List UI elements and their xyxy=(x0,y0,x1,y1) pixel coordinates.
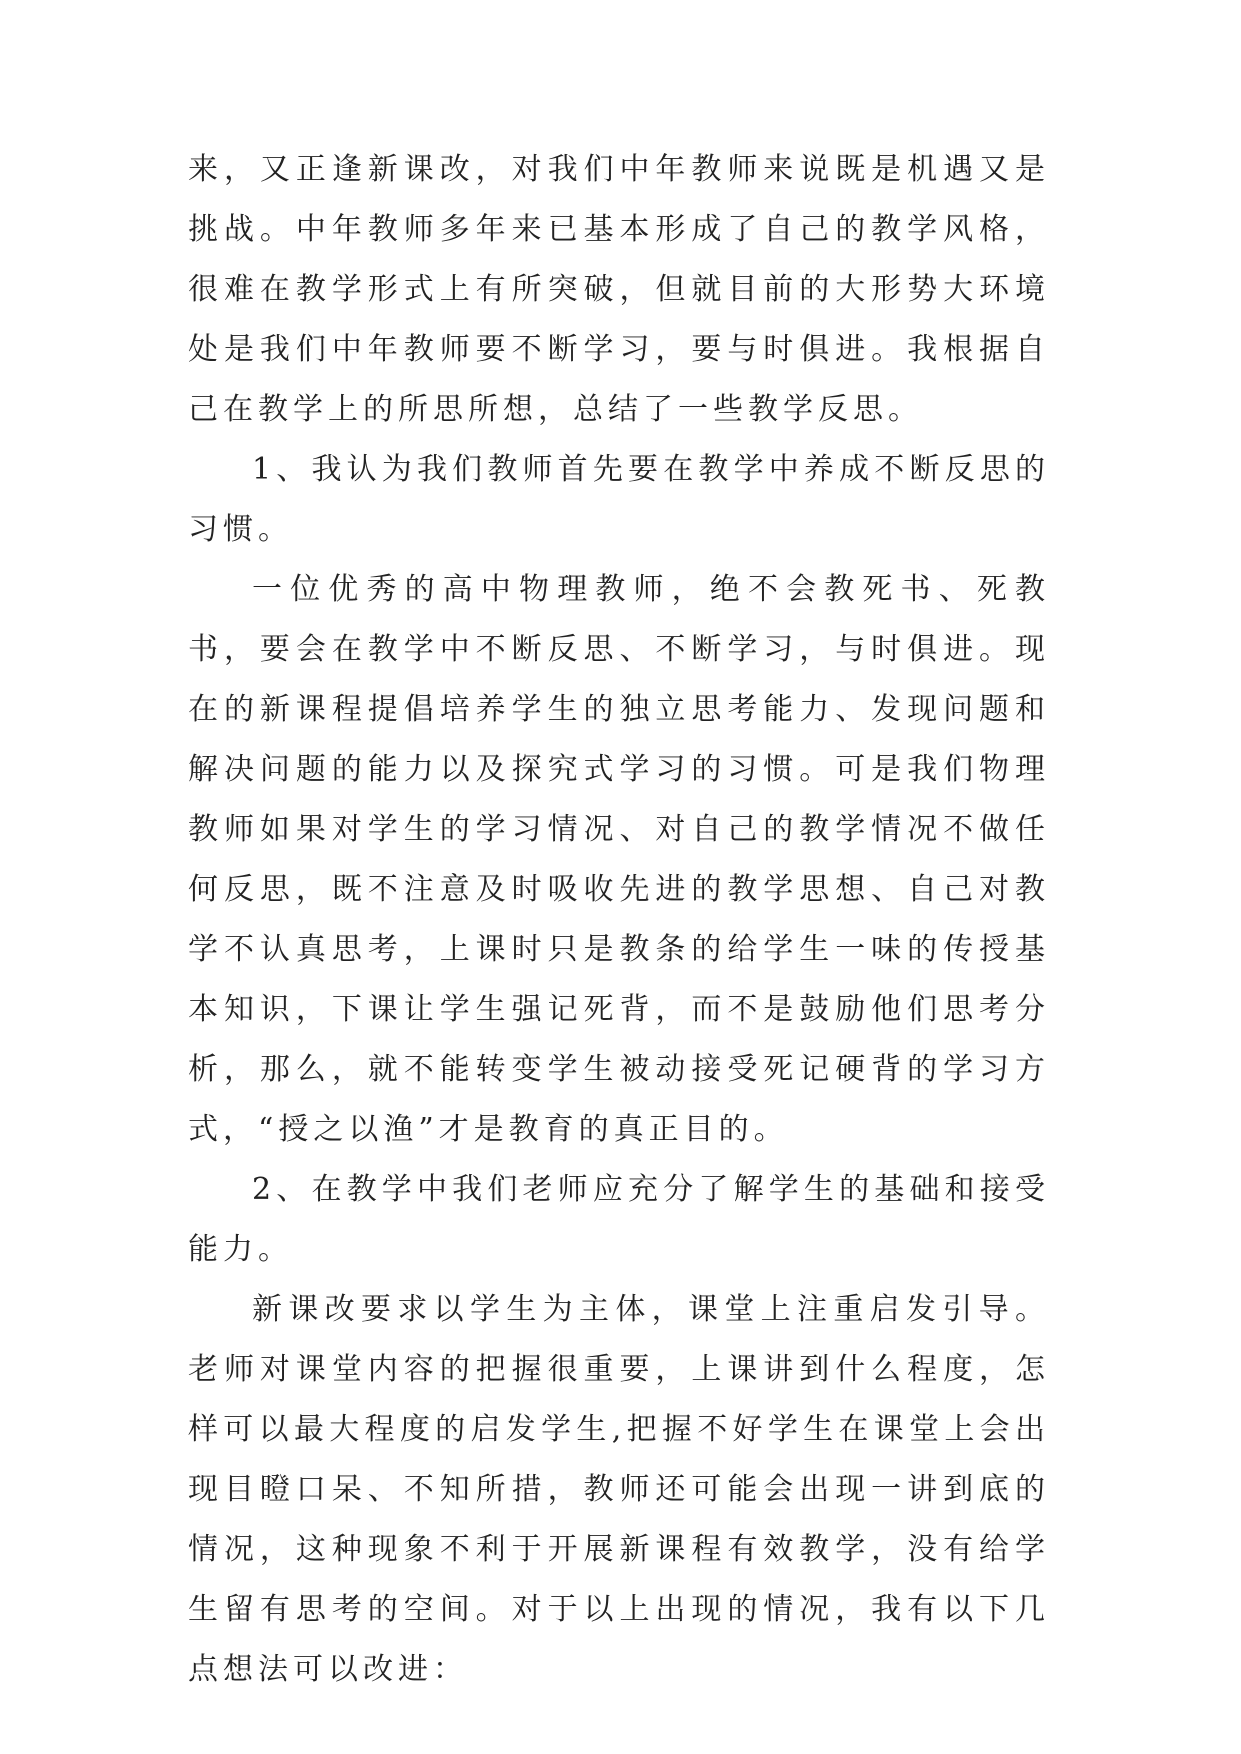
paragraph-intro: 来，又正逢新课改，对我们中年教师来说既是机遇又是挑战。中年教师多年来已基本形成了自己的教学风格，很难在教学形式上有所突破，但就目前的大形势大环境处是我们中年教师要不断学习，要与时俱进。我根据自己在教学上的所思所想，总结了一些教学反思。 xyxy=(188,152,1050,427)
paragraph-point-2-heading: 2、在教学中我们老师应充分了解学生的基础和接受能力。 xyxy=(188,1172,1050,1267)
paragraph-point-2-body: 新课改要求以学生为主体，课堂上注重启发引导。老师对课堂内容的把握很重要，上课讲到什么程度，怎样可以最大程度的启发学生,把握不好学生在课堂上会出现目瞪口呆、不知所措，教师还可能会出现一讲到底的情况，这种现象不利于开展新课程有效教学，没有给学生留有思考的空间。对于以上出现的情况，我有以下几点想法可以改进： xyxy=(188,1292,1050,1687)
document-body xyxy=(188,140,1050,1700)
paragraph-point-1-heading: 1、我认为我们教师首先要在教学中养成不断反思的习惯。 xyxy=(188,452,1050,547)
paragraph-point-1-body: 一位优秀的高中物理教师，绝不会教死书、死教书，要会在教学中不断反思、不断学习，与时俱进。现在的新课程提倡培养学生的独立思考能力、发现问题和解决问题的能力以及探究式学习的习惯。可是我们物理教师如果对学生的学习情况、对自己的教学情况不做任何反思，既不注意及时吸收先进的教学思想、自己对教学不认真思考，上课时只是教条的给学生一味的传授基本知识，下课让学生强记死背，而不是鼓励他们思考分析，那么，就不能转变学生被动接受死记硬背的学习方式，“授之以渔”才是教育的真正目的。 xyxy=(188,572,1050,1147)
